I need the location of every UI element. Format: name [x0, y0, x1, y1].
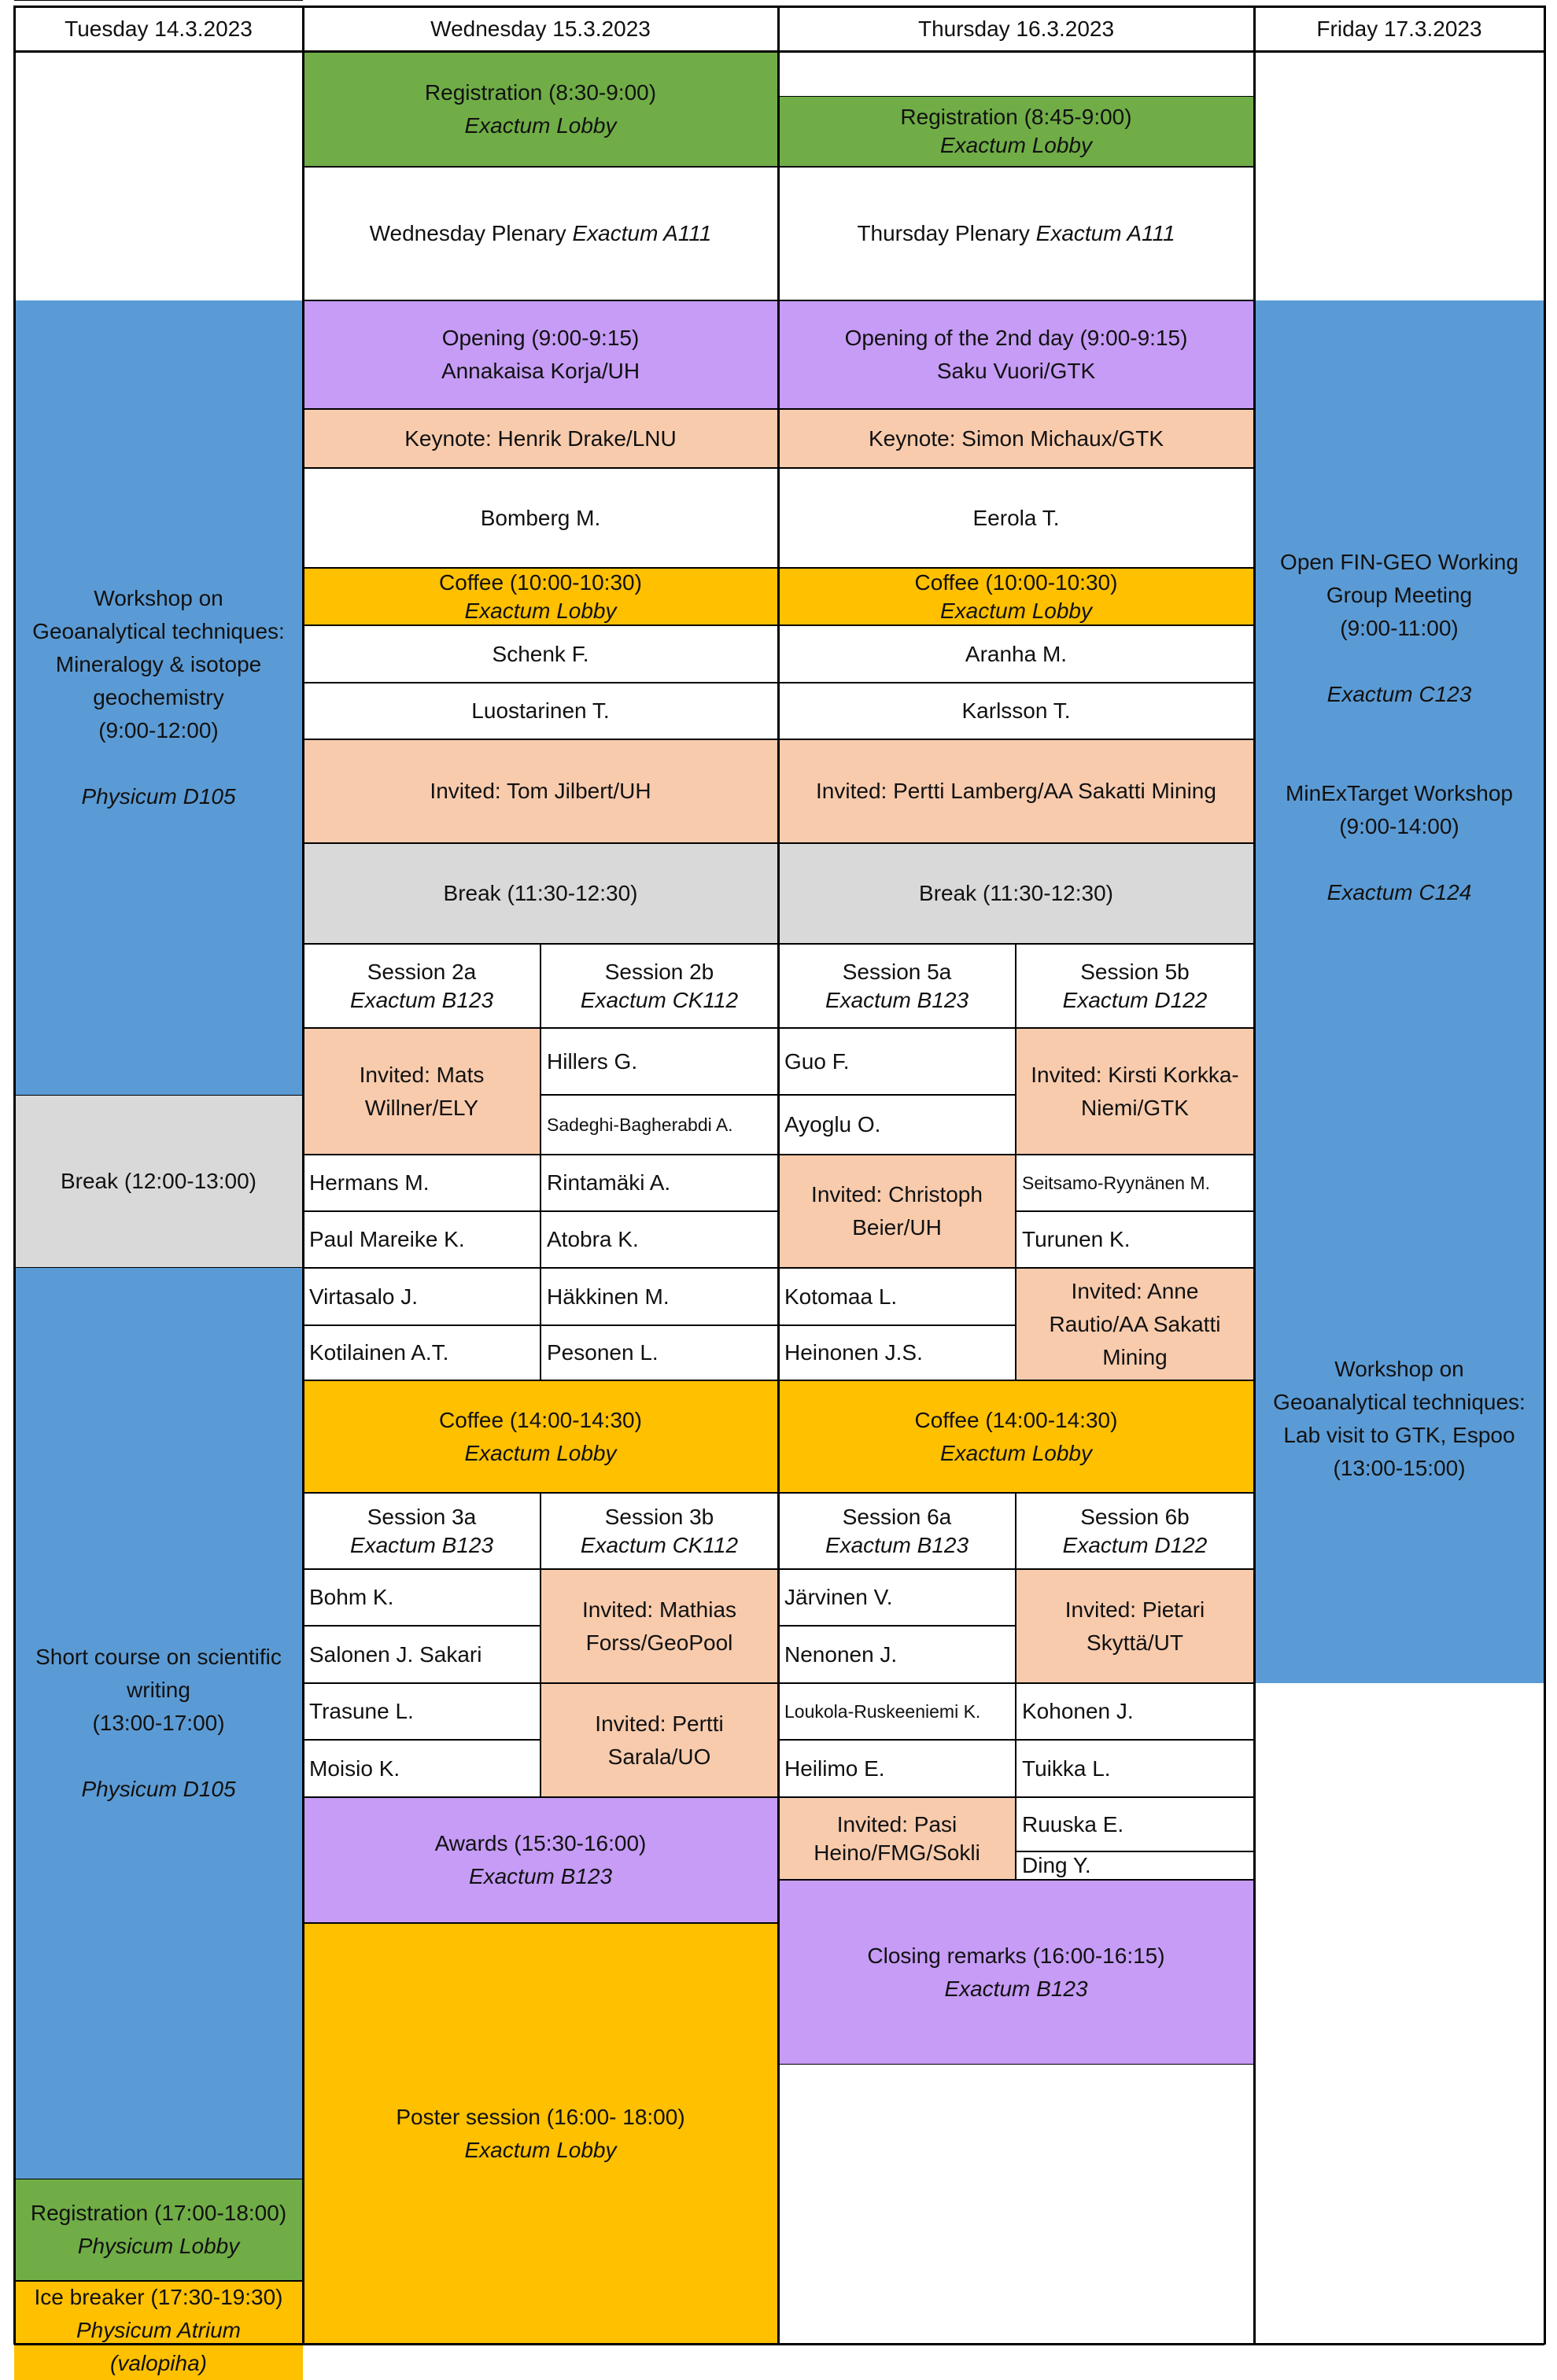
cell-border — [778, 2064, 1254, 2065]
cell-border — [541, 1569, 778, 1570]
event-text: Trasune L. — [309, 1699, 414, 1723]
cell-border — [303, 300, 778, 301]
thu-talk-tuikka — [1016, 1740, 1254, 1797]
event-text: Heilimo E. — [784, 1756, 885, 1781]
event-text: Eerola T. — [972, 505, 1060, 530]
event-text: Geoanalytical techniques: — [32, 619, 285, 643]
cell-border — [778, 739, 1254, 740]
room-text: Exactum C124 — [1326, 880, 1472, 904]
wed-talk-rintamaki — [541, 1155, 778, 1211]
cell-border — [303, 944, 541, 945]
room-text: Exactum Lobby — [940, 598, 1092, 623]
room-text: Exactum B123 — [468, 1864, 613, 1888]
thu-invited-lamberg — [778, 739, 1254, 843]
event-text: Keynote: Henrik Drake/LNU — [404, 426, 677, 451]
cell-border — [1016, 1493, 1254, 1494]
thu-talk-nenonen — [778, 1626, 1016, 1683]
thu-talk-seitsamo — [1016, 1155, 1254, 1211]
cell-border — [303, 468, 778, 469]
event-text: Invited: Mats — [359, 1062, 485, 1087]
event-text: Opening of the 2nd day (9:00-9:15) — [844, 326, 1188, 350]
wed-session-2b — [541, 944, 778, 1028]
event-text: Sadeghi-Bagherabdi A. — [547, 1114, 733, 1135]
event-text: Session 5a — [842, 959, 952, 984]
event-text: Nenonen J. — [784, 1641, 898, 1667]
cell-border — [778, 1028, 1016, 1029]
event-text: Bomberg M. — [480, 505, 601, 530]
thu-session-5b — [1016, 944, 1254, 1028]
cell-border — [778, 1569, 1016, 1570]
cell-border — [778, 843, 1254, 844]
event-text: Hillers G. — [547, 1048, 638, 1074]
event-text: Seitsamo-Ryynänen M. — [1022, 1173, 1211, 1193]
cell-border — [303, 1211, 541, 1212]
event-text: Luostarinen T. — [471, 698, 610, 723]
cell-border — [303, 625, 778, 626]
wed-talk-virtasalo — [303, 1268, 541, 1325]
event-text: Beier/UH — [852, 1215, 942, 1240]
thu-opening — [778, 300, 1254, 409]
cell-border — [1015, 1626, 1016, 1683]
fri-morning-workshops — [1254, 300, 1544, 1155]
cell-border — [778, 1325, 1016, 1326]
event-text: Kotilainen A.T. — [309, 1340, 449, 1365]
event-text: Friday 17.3.2023 — [1316, 16, 1482, 41]
event-text: Kohonen J. — [1022, 1699, 1134, 1723]
room-text: Exactum CK112 — [580, 1532, 739, 1557]
cell-border — [778, 409, 1254, 410]
event-text: Keynote: Simon Michaux/GTK — [868, 426, 1164, 451]
event-text: Hermans M. — [309, 1170, 430, 1195]
wed-talk-salonen — [303, 1626, 541, 1683]
thu-invited-skytta — [1016, 1569, 1254, 1683]
event-text: Mineralogy & isotope — [55, 652, 262, 676]
event-text: Workshop on — [94, 586, 223, 610]
event-text: Geoanalytical techniques: — [1273, 1390, 1526, 1414]
wed-plenary — [303, 167, 778, 300]
event-text: Break (11:30-12:30) — [443, 881, 638, 905]
thu-session-6b — [1016, 1493, 1254, 1569]
room-text: Physicum D105 — [81, 784, 236, 809]
event-text: Ruuska E. — [1022, 1811, 1124, 1837]
column-border — [1544, 6, 1546, 2345]
cell-border — [778, 568, 1254, 569]
event-text: Session 6a — [842, 1504, 952, 1529]
cell-border — [778, 468, 1254, 469]
event-text: Häkkinen M. — [547, 1284, 670, 1309]
room-text: Exactum Lobby — [464, 598, 617, 623]
room-text: Exactum B123 — [825, 1532, 969, 1557]
event-text: Awards (15:30-16:00) — [434, 1831, 647, 1855]
wed-talk-paul — [303, 1211, 541, 1268]
room-text: Exactum D122 — [1062, 987, 1208, 1012]
cell-border — [1016, 1569, 1254, 1570]
room-text: (valopiha) — [110, 2351, 207, 2375]
header-tuesday — [14, 6, 303, 51]
thu-talk-eerola — [778, 468, 1254, 568]
cell-border — [778, 1683, 1016, 1684]
cell-border — [1015, 1325, 1016, 1380]
thu-talk-kotomaa — [778, 1268, 1016, 1325]
event-text: Coffee (14:00-14:30) — [439, 1407, 642, 1432]
cell-border — [540, 1626, 541, 1683]
wed-invited-sarala — [541, 1683, 778, 1797]
event-text: Salonen J. Sakari — [309, 1641, 482, 1667]
wed-talk-trasune — [303, 1683, 541, 1740]
header-friday — [1254, 6, 1544, 51]
tue-ice-breaker — [14, 2281, 303, 2380]
event-text: Invited: Pertti Lamberg/AA Sakatti Mining — [816, 779, 1216, 803]
wed-talk-bomberg — [303, 468, 778, 568]
wed-talk-sadeghi — [541, 1095, 778, 1155]
event-text: Lab visit to GTK, Espoo — [1283, 1423, 1515, 1447]
fri-lab-visit — [1254, 1155, 1544, 1683]
event-text: Coffee (10:00-10:30) — [439, 569, 642, 595]
thu-invited-heino — [778, 1797, 1016, 1880]
event-text: Invited: Pietari — [1064, 1597, 1205, 1622]
cell-border — [1016, 944, 1254, 945]
wed-talk-bohm — [303, 1569, 541, 1626]
event-text: Invited: Mathias — [581, 1597, 737, 1622]
cell-border — [541, 1095, 778, 1096]
cell-border — [1016, 1851, 1254, 1852]
event-text: Wednesday 15.3.2023 — [430, 16, 651, 41]
event-text: Schenk F. — [492, 641, 589, 666]
cell-border — [14, 1267, 303, 1268]
wed-talk-moisio — [303, 1740, 541, 1797]
event-text: Group Meeting — [1326, 583, 1473, 607]
event-text: Rintamäki A. — [547, 1170, 671, 1195]
room-text: Physicum D105 — [81, 1777, 236, 1801]
thu-invited-korkka-niemi — [1016, 1028, 1254, 1155]
thu-break — [778, 843, 1254, 944]
cell-border — [778, 1493, 1016, 1494]
room-text: Exactum C123 — [1326, 682, 1472, 706]
cell-border — [541, 1028, 778, 1029]
event-text: (9:00-14:00) — [1339, 814, 1459, 838]
thu-talk-aranha — [778, 625, 1254, 683]
cell-border — [778, 1095, 1016, 1096]
cell-border — [778, 1880, 1254, 1881]
cell-border — [778, 300, 1254, 301]
wed-talk-hakkinen — [541, 1268, 778, 1325]
thu-plenary — [778, 167, 1254, 300]
wed-invited-willner — [303, 1028, 541, 1155]
room-text: Exactum D122 — [1062, 1532, 1208, 1557]
event-text: Virtasalo J. — [309, 1284, 418, 1309]
cell-border — [303, 1740, 541, 1741]
thu-session-5a — [778, 944, 1016, 1028]
cell-border — [778, 1797, 1016, 1798]
thu-closing-remarks — [778, 1880, 1254, 2065]
event-text: Ayoglu O. — [784, 1112, 881, 1137]
cell-border — [303, 1923, 778, 1924]
event-text: Karlsson T. — [961, 698, 1071, 723]
event-text: Aranha M. — [965, 641, 1068, 666]
event-text: Session 6b — [1080, 1504, 1190, 1529]
wed-session-3a — [303, 1493, 541, 1569]
cell-border — [1016, 1211, 1254, 1212]
tue-short-course — [14, 1268, 303, 2179]
thu-talk-heinonen — [778, 1325, 1016, 1380]
event-text: Järvinen V. — [784, 1585, 893, 1609]
event-text: Invited: Tom Jilbert/UH — [430, 779, 651, 803]
thu-top-empty — [778, 51, 1254, 96]
event-text: Session 2a — [367, 959, 477, 984]
event-text: Closing remarks (16:00-16:15) — [867, 1943, 1165, 1968]
event-text: Sarala/UO — [607, 1744, 711, 1769]
header-wednesday — [303, 6, 778, 51]
event-text: Guo F. — [784, 1048, 850, 1074]
event-text: Opening (9:00-9:15) — [441, 326, 640, 350]
event-text: Annakaisa Korja/UH — [441, 359, 640, 383]
event-text: Atobra K. — [547, 1227, 639, 1251]
thu-talk-ruuska — [1016, 1797, 1254, 1851]
wed-registration — [303, 51, 778, 167]
event-text: Open FIN-GEO Working — [1280, 550, 1518, 574]
room-text: Exactum Lobby — [464, 1440, 617, 1465]
cell-border — [541, 1683, 778, 1684]
thu-talk-kohonen — [1016, 1683, 1254, 1740]
wed-break — [303, 843, 778, 944]
wed-opening — [303, 300, 778, 409]
cell-border — [541, 1268, 778, 1269]
room-text: Exactum B123 — [349, 987, 494, 1012]
room-text: Exactum Lobby — [464, 2137, 617, 2162]
thu-talk-ding — [1016, 1851, 1254, 1880]
wed-talk-kotilainen — [303, 1325, 541, 1380]
table-top-border — [14, 6, 1544, 8]
cell-line — [857, 217, 1175, 250]
room-text: Exactum Lobby — [940, 133, 1092, 157]
cell-border — [778, 1268, 1016, 1269]
event-text: Break (11:30-12:30) — [919, 881, 1113, 905]
event-text: Session 3a — [367, 1504, 477, 1529]
event-text: Thursday Plenary — [857, 221, 1036, 245]
wed-awards — [303, 1797, 778, 1923]
event-text: Niemi/GTK — [1081, 1095, 1189, 1120]
event-text: Heinonen J.S. — [784, 1340, 923, 1365]
event-text: MinExTarget Workshop — [1286, 781, 1513, 805]
wed-keynote — [303, 409, 778, 468]
cell-border — [14, 2281, 303, 2282]
event-text: Invited: Pertti — [595, 1711, 724, 1736]
room-text: Physicum Lobby — [77, 2234, 240, 2258]
wed-session-3b — [541, 1493, 778, 1569]
cell-border — [303, 409, 778, 410]
thu-talk-turunen — [1016, 1211, 1254, 1268]
cell-border — [778, 1740, 1016, 1741]
event-text: Poster session (16:00- 18:00) — [396, 2104, 685, 2129]
event-text: Bohm K. — [309, 1585, 394, 1609]
cell-border — [303, 568, 778, 569]
event-text: geochemistry — [93, 685, 224, 709]
cell-border — [1016, 1797, 1254, 1798]
event-text: Loukola-Ruskeeniemi K. — [784, 1701, 981, 1722]
room-text: Physicum Atrium — [76, 2318, 241, 2342]
thu-talk-jarvinen — [778, 1569, 1016, 1626]
cell-border — [778, 167, 1254, 168]
wed-talk-pesonen — [541, 1325, 778, 1380]
event-text: (13:00-17:00) — [92, 1711, 225, 1735]
event-text: Moisio K. — [309, 1756, 400, 1781]
thu-invited-rautio — [1016, 1268, 1254, 1380]
cell-border — [303, 167, 778, 168]
cell-border — [303, 1493, 541, 1494]
event-text: Break (12:00-13:00) — [60, 1169, 257, 1193]
header-bottom-border — [14, 50, 1544, 53]
event-text: Session 2b — [604, 959, 714, 984]
event-text: Session 3b — [604, 1504, 714, 1529]
event-text: Ice breaker (17:30-19:30) — [34, 2285, 283, 2309]
table-bottom-border — [14, 2343, 1544, 2345]
room-text: Exactum Lobby — [940, 1440, 1092, 1465]
event-text: Wednesday Plenary — [369, 221, 573, 245]
cell-border — [303, 1797, 778, 1798]
cell-border — [1016, 1268, 1254, 1269]
cell-border — [1016, 1740, 1254, 1741]
cell-border — [303, 1626, 541, 1627]
cell-border — [303, 843, 778, 844]
thu-talk-karlsson — [778, 683, 1254, 739]
thu-coffee-morning — [778, 568, 1254, 625]
cell-border — [303, 1683, 541, 1684]
column-border — [302, 6, 304, 2345]
cell-border — [541, 944, 778, 945]
thu-keynote — [778, 409, 1254, 468]
event-text: Short course on scientific — [35, 1645, 282, 1669]
event-text: Coffee (14:00-14:30) — [914, 1407, 1118, 1432]
thu-talk-loukola — [778, 1683, 1016, 1740]
cell-border — [303, 1569, 541, 1570]
event-text: (9:00-12:00) — [98, 718, 219, 742]
wed-talk-hillers — [541, 1028, 778, 1095]
event-text: Coffee (10:00-10:30) — [914, 569, 1118, 595]
event-text: Invited: Kirsti Korkka- — [1031, 1062, 1239, 1087]
event-text: Tuikka L. — [1022, 1756, 1111, 1781]
room-text: Exactum A111 — [1035, 221, 1175, 245]
thu-talk-guo — [778, 1028, 1016, 1095]
event-text: Rautio/AA Sakatti — [1049, 1311, 1221, 1336]
event-text: Willner/ELY — [364, 1095, 479, 1120]
wed-invited-forss — [541, 1569, 778, 1683]
event-text: Registration (8:30-9:00) — [424, 79, 657, 105]
header-thursday — [778, 6, 1254, 51]
event-text: Thursday 16.3.2023 — [917, 16, 1115, 41]
wed-talk-luostarinen — [303, 683, 778, 739]
event-text: Turunen K. — [1022, 1227, 1131, 1251]
event-text: Ding Y. — [1022, 1853, 1091, 1877]
room-text: Exactum A111 — [572, 221, 712, 245]
thu-talk-heilimo — [778, 1740, 1016, 1797]
cell-border — [778, 1626, 1016, 1627]
room-text: Exactum B123 — [825, 987, 969, 1012]
event-text: Pesonen L. — [547, 1340, 659, 1365]
thu-invited-beier — [778, 1155, 1016, 1268]
wed-talk-hermans — [303, 1155, 541, 1211]
column-border — [777, 6, 780, 2345]
event-text: (9:00-11:00) — [1340, 616, 1459, 640]
cell-border — [14, 1095, 303, 1096]
wed-session-2a — [303, 944, 541, 1028]
column-border — [1253, 6, 1256, 2345]
event-text: Registration (8:45-9:00) — [900, 105, 1132, 129]
event-text: Invited: Christoph — [811, 1182, 983, 1207]
event-text: Saku Vuori/GTK — [936, 359, 1096, 383]
event-text: Forss/GeoPool — [585, 1630, 733, 1655]
event-text: Skyttä/UT — [1087, 1630, 1183, 1655]
wed-invited-jilbert — [303, 739, 778, 843]
cell-border — [778, 1380, 1254, 1381]
thu-session-6a — [778, 1493, 1016, 1569]
cell-border — [778, 944, 1016, 945]
wed-talk-atobra — [541, 1211, 778, 1268]
wed-coffee-morning — [303, 568, 778, 625]
event-text: (13:00-15:00) — [1333, 1456, 1466, 1480]
cell-border — [303, 1028, 541, 1029]
wed-talk-schenk — [303, 625, 778, 683]
tue-break — [14, 1095, 303, 1268]
room-text: Exactum Lobby — [464, 112, 617, 138]
cell-border — [303, 1268, 541, 1269]
room-text: Exactum B123 — [349, 1532, 494, 1557]
cell-border — [541, 1211, 778, 1212]
event-text: Paul Mareike K. — [309, 1227, 465, 1251]
cell-border — [303, 1325, 541, 1326]
cell-border — [1015, 1095, 1016, 1155]
cell-border — [303, 739, 778, 740]
thu-coffee-afternoon — [778, 1380, 1254, 1493]
event-text: Session 5b — [1080, 959, 1190, 984]
thu-registration — [778, 96, 1254, 167]
room-text: Exactum CK112 — [580, 987, 739, 1012]
column-border — [13, 6, 16, 2345]
cell-border — [14, 0, 303, 1]
cell-border — [778, 96, 1254, 97]
event-text: Invited: Anne — [1071, 1278, 1199, 1303]
tue-registration — [14, 2179, 303, 2281]
thu-talk-ayoglu — [778, 1095, 1016, 1155]
event-text: Invited: Pasi — [836, 1811, 957, 1837]
wed-poster-session — [303, 1923, 778, 2344]
cell-border — [1016, 1028, 1254, 1029]
event-text: Workshop on — [1334, 1357, 1464, 1381]
event-text: Tuesday 14.3.2023 — [65, 16, 253, 41]
event-text: writing — [127, 1678, 190, 1702]
wed-coffee-afternoon — [303, 1380, 778, 1493]
room-text: Exactum B123 — [944, 1976, 1088, 2001]
cell-line — [370, 217, 712, 250]
event-text: Registration (17:00-18:00) — [30, 2201, 287, 2225]
event-text: Kotomaa L. — [784, 1284, 898, 1309]
cell-border — [303, 1380, 778, 1381]
cell-border — [540, 1740, 541, 1797]
event-text: Heino/FMG/Sokli — [814, 1840, 980, 1865]
cell-border — [1016, 1683, 1254, 1684]
fri-morning-empty — [1254, 51, 1544, 300]
event-text: Mining — [1102, 1344, 1168, 1369]
cell-border — [541, 1325, 778, 1326]
tue-workshop-geoanalytical — [14, 300, 303, 1095]
cell-border — [541, 1493, 778, 1494]
cell-border — [778, 625, 1254, 626]
tue-morning-empty — [14, 51, 303, 300]
